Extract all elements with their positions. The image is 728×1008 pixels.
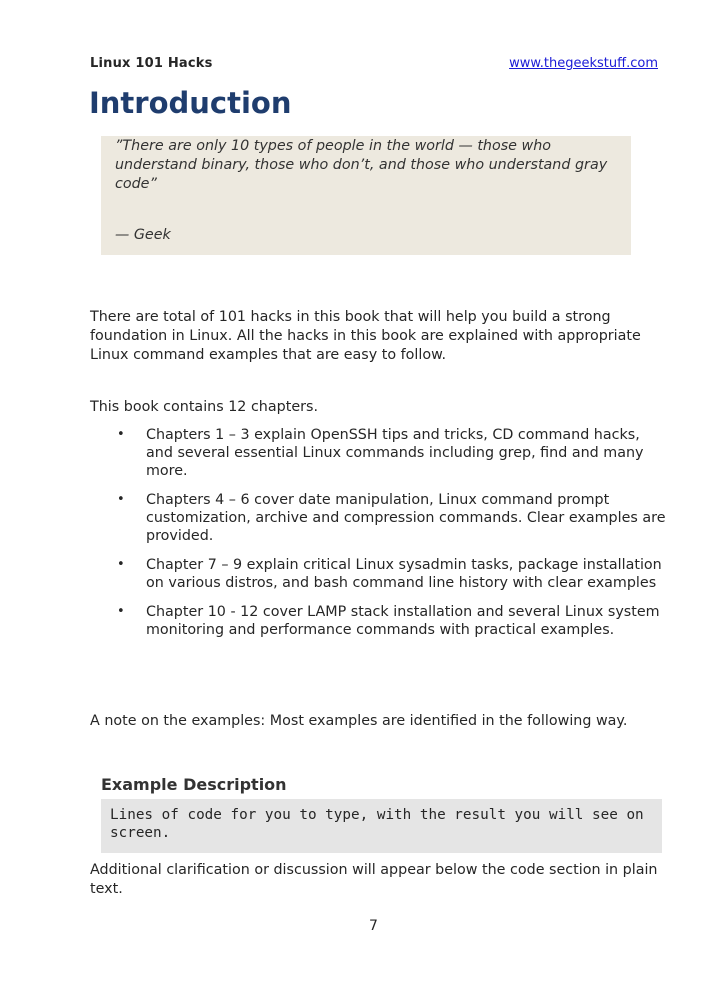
example-heading: Example Description (101, 775, 287, 794)
list-item (90, 491, 670, 545)
book-title: Linux 101 Hacks (90, 56, 213, 71)
chapter-list (90, 426, 670, 650)
chapter-summary: Chapter 10 - 12 cover LAMP stack installation and several Linux system monitoring and performance commands with practical examples. (146, 604, 660, 638)
clarification-paragraph: Additional clarification or discussion will appear below the code section in plain text. (90, 862, 658, 897)
quote-block (101, 136, 631, 255)
list-item (90, 603, 670, 639)
bullet-icon: • (117, 492, 125, 507)
section-title: Introduction (89, 86, 292, 120)
chapter-summary: Chapter 7 – 9 explain critical Linux sysadmin tasks, package installation on various distros, and bash command line history with clear examples (146, 557, 662, 591)
intro-paragraph: There are total of 101 hacks in this book that will help you build a strong foundation in Linux. All the hacks in this book are explained with appropriate Linux command examples that are easy to follow. (90, 309, 641, 363)
quote-attribution: — Geek (115, 227, 171, 243)
examples-note: A note on the examples: Most examples are identified in the following way. (90, 713, 628, 729)
page-number: 7 (369, 918, 378, 934)
chapter-summary: Chapters 4 – 6 cover date manipulation, Linux command prompt customization, archive and compression commands. Clear examples are provided. (146, 492, 666, 544)
list-item (90, 426, 670, 480)
code-block (101, 799, 662, 853)
bullet-icon: • (117, 604, 125, 619)
chapter-summary: Chapters 1 – 3 explain OpenSSH tips and tricks, CD command hacks, and several essential Linux commands including grep, find and many more. (146, 427, 644, 479)
website-link[interactable]: www.thegeekstuff.com (509, 56, 658, 71)
bullet-icon: • (117, 557, 125, 572)
quote-text: ”There are only 10 types of people in the world — those who understand binary, those who don’t, and those who understand gray code” (115, 138, 608, 192)
code-text: Lines of code for you to type, with the result you will see on screen. (110, 807, 644, 841)
chapters-intro: This book contains 12 chapters. (90, 399, 318, 415)
list-item (90, 556, 670, 592)
bullet-icon: • (117, 427, 125, 442)
